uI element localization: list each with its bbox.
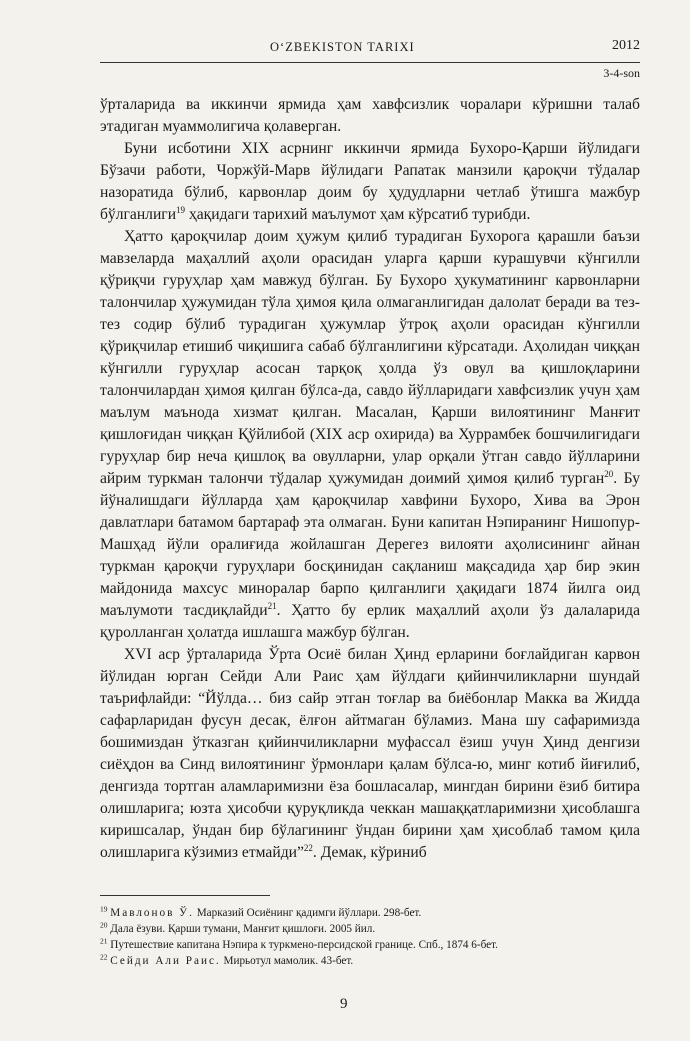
- issue-year: 2012: [612, 38, 640, 53]
- journal-title: O‘ZBEKISTON TARIXI: [270, 40, 415, 54]
- page-number: 9: [340, 996, 348, 1012]
- footnote: $^{20}$ Дала ёзуви. Қарши тумани, Манғит қишлоғи. 2005 йил.: [100, 920, 376, 935]
- paragraph: ўрталарида ва иккинчи ярмида ҳам хавфсизлик чоралари кўришни талаб этадиган муаммолигича қолаверган.: [100, 96, 640, 135]
- article-body: [100, 94, 640, 864]
- footnotes: [100, 905, 640, 969]
- header-rule: [100, 62, 640, 63]
- paragraph: Ҳатто қароқчилар доим ҳужум қилиб турадиган Бухорога қарашли баъзи мавзеларда маҳаллий аҳоли орасидан уларга қарши курашувчи кўнгилли қўриқчи гуруҳлар ҳам мавжуд бўлган. Бу Бухоро ҳукуматининг карвонларни талончилар ҳужумидан тўла ҳимоя қила олмаганлигидан далолат беради ва тез-тез содир бўлиб турадиган ҳужумлар ўтроқ аҳоли орасидан кўнгилли қўриқчилар етишиб чиқишига сабаб бўлганлигини кўрсатади. Аҳолидан чиққан кўнгилли гуруҳлар асосан тарқоқ ҳолда ўз овул ва қишлоқларини талончилардан ҳимоя қилган бўлса-да, савдо йўлларидаги хавфсизлик учун ҳам маълум маънода хизмат қилган. Масалан, Қарши вилоятининг Манғит қишлоғидан чиққан Қўйлибой (XIX аср охирида) ва Хуррамбек бошчилигидаги гуруҳлар бир неча қишлоқ ва овулларни, улар орқали ўтган савдо йўлларини айрим туркман талончи тўдалар ҳужумидан доимий ҳимоя қилиб турган$^{20}$. Бу йўналишдаги йўлларда ҳам қароқчилар хавфини Бухоро, Хива ва Эрон давлатлари батамом бартараф эта олмаган. Буни капитан Нэпиранинг Нишопур-Машҳад йўли оралиғида жойлашган Дерегез вилояти аҳолисининг айнан туркман қароқчи гуруҳлари босқинидан сақланиш мақсадида ҳар бир экин майдонида махсус миноралар барпо қилганлиги ҳақидаги 1874 йилга оид маълумоти тасдиқлайди$^{21}$. Ҳатто бу ерлик маҳаллий аҳоли ўз далаларида қуролланган ҳолатда ишлашга мажбур бўлган.: [100, 228, 640, 641]
- footnote-ref: 21: [267, 600, 277, 611]
- footnote-ref: 19: [176, 204, 186, 215]
- footnote: $^{22}$ Сейди Али Раис. Мирьотул мамолик. 43-бет.: [100, 952, 354, 967]
- paragraph: Буни исботини XIX асрнинг иккинчи ярмида Бухоро-Қарши йўлидаги Бўзачи работи, Чоржўй-Марв йўлидаги Рапатак манзили қароқчи тўдалар назоратида бўлиб, карвонлар доим бу ҳудудларни четлаб ўтишга мажбур бўлганлиги$^{19}$ ҳақидаги тарихий маълумот ҳам кўрсатиб турибди.: [100, 140, 640, 223]
- running-header: [100, 38, 640, 62]
- footnote: $^{19}$ Мавлонов Ў. Марказий Осиёнинг қадимги йўллари. 298-бет.: [100, 904, 422, 919]
- footnote-separator: [100, 895, 270, 896]
- issue-number: 3-4-son: [603, 66, 640, 80]
- footnote: $^{21}$ Путешествие капитана Нэпира к туркмено-персидской границе. Спб., 1874 6-бет.: [100, 936, 498, 951]
- paragraph: XVI аср ўрталарида Ўрта Осиё билан Ҳинд ерларини боғлайдиган карвон йўлидан юрган Сейди Али Раис ҳам йўлдаги қийинчиликларни шундай таърифлайди: “Йўлда… биз сайр этган тоғлар ва биёбонлар Макка ва Жидда сафарларидан фусун десак, ёлғон айтмаган бўламиз. Мана шу сафаримизда бошимиздан ўтказган қийинчиликларни муфассал ёзиш учун Ҳинд денгизи сиёҳдон ва Синд вилоятининг ўрмонлари қалам бўлса-ю, минг котиб йиғилиб, денгизда тортган аламларимизни ёза бошласалар, мингдан бирини ёзиб битира олишларига; юзта ҳисобчи қуруқликда чеккан машаққатларимизни ҳисоблашга киришсалар, ўндан бир бўлагининг ўндан бирини ҳам ҳисоблаб тамом қила олишларига кўзимиз етмайди”$^{22}$. Демак, кўриниб: [100, 646, 640, 861]
- footnote-ref: 22: [303, 842, 313, 853]
- footnote-ref: 20: [604, 468, 614, 479]
